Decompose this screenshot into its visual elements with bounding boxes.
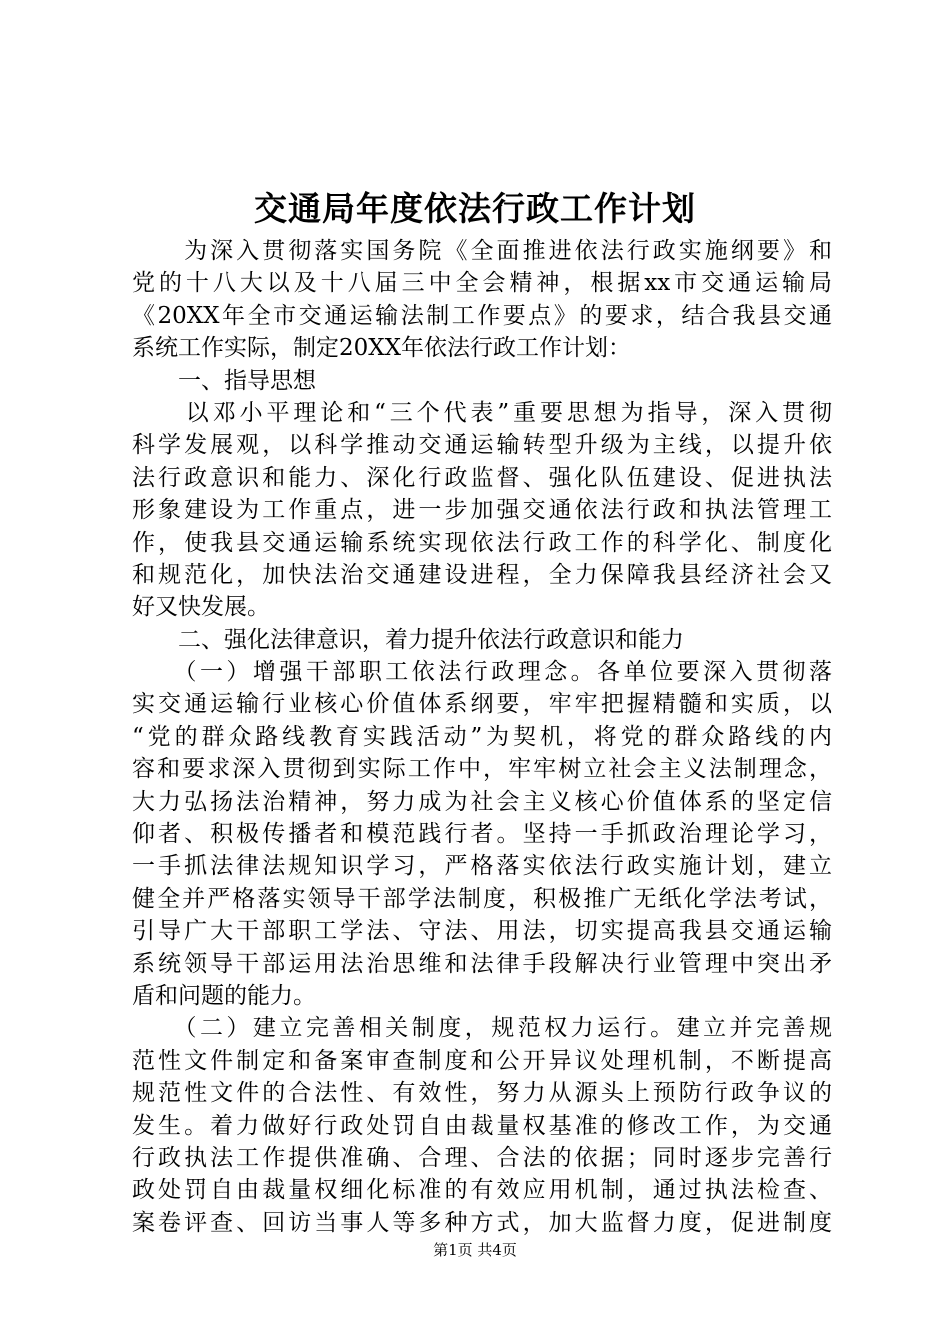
text-line: 政处罚自由裁量权细化标准的有效应用机制，通过执法检查、 [132,1177,832,1204]
text-line: 好又快发展。 [132,594,270,621]
text-line: 一手抓法律法规知识学习，严格落实依法行政实施计划，建立 [132,853,832,880]
text-line: 作，使我县交通运输系统实现依法行政工作的科学化、制度化 [132,529,832,556]
text-line: 大力弘扬法治精神，努力成为社会主义核心价值体系的坚定信 [132,788,832,815]
text-line: 实交通运输行业核心价值体系纲要，牢牢把握精髓和实质，以 [132,691,832,718]
text-line: 党的十八大以及十八届三中全会精神，根据xx市交通运输局 [132,270,832,297]
text-line: 二、强化法律意识，着力提升依法行政意识和能力 [132,626,684,653]
text-line: 系统工作实际，制定20XX年依法行政工作计划： [132,335,632,362]
text-line: 科学发展观，以科学推动交通运输转型升级为主线，以提升依 [132,432,832,459]
text-line: 为深入贯彻落实国务院《全面推进依法行政实施纲要》和 [132,238,832,264]
text-line: 一、指导思想 [132,367,316,394]
text-line: 系统领导干部运用法治思维和法律手段解决行业管理中突出矛 [132,950,832,977]
text-line: （一）增强干部职工依法行政理念。各单位要深入贯彻落 [132,659,832,686]
document-body [132,235,832,1239]
text-line: 案卷评查、回访当事人等多种方式，加大监督力度，促进制度 [132,1209,832,1236]
text-line: （二）建立完善相关制度，规范权力运行。建立并完善规 [132,1015,832,1042]
page-footer: 第1页 共4页 [433,1241,517,1259]
text-line: 健全并严格落实领导干部学法制度，积极推广无纸化学法考试， [132,885,832,912]
text-line: 法行政意识和能力、深化行政监督、强化队伍建设、促进执法 [132,464,832,491]
text-line: 发生。着力做好行政处罚自由裁量权基准的修改工作，为交通 [132,1112,832,1139]
text-line: 容和要求深入贯彻到实际工作中，牢牢树立社会主义法制理念， [132,756,832,783]
text-line: 行政执法工作提供准确、合理、合法的依据；同时逐步完善行 [132,1144,832,1171]
text-line: 盾和问题的能力。 [132,982,316,1009]
text-line: 规范性文件的合法性、有效性，努力从源头上预防行政争议的 [132,1080,832,1107]
text-line: 仰者、积极传播者和模范践行者。坚持一手抓政治理论学习， [132,821,832,848]
text-line: 引导广大干部职工学法、守法、用法，切实提高我县交通运输 [132,918,832,945]
page-title: 交通局年度依法行政工作计划 [254,189,696,228]
text-line: 以邓小平理论和“三个代表”重要思想为指导，深入贯彻 [132,399,832,426]
text-line: 形象建设为工作重点，进一步加强交通依法行政和执法管理工 [132,497,832,524]
text-line: 范性文件制定和备案审查制度和公开异议处理机制，不断提高 [132,1047,832,1074]
text-line: “党的群众路线教育实践活动”为契机，将党的群众路线的内 [132,723,832,750]
text-line: 《20XX年全市交通运输法制工作要点》的要求，结合我县交通 [132,302,832,329]
text-line: 和规范化，加快法治交通建设进程，全力保障我县经济社会又 [132,561,832,588]
